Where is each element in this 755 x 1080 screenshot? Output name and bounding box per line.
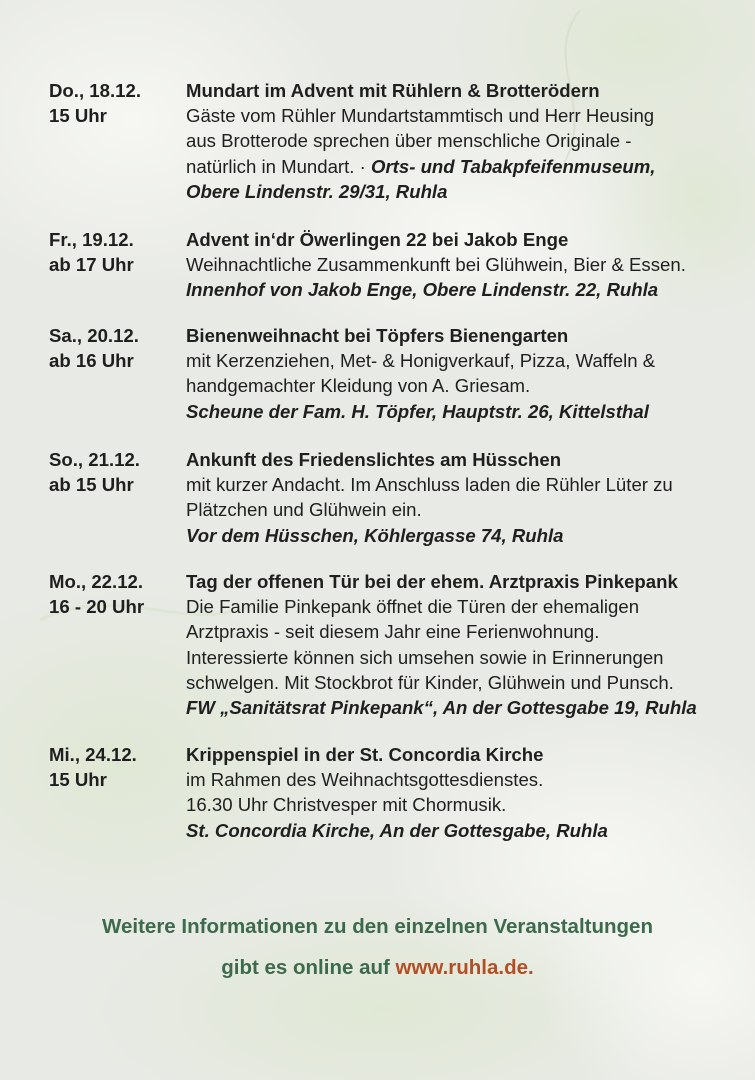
event-description-line: Weihnachtliche Zusammenkunft bei Glühwein, Bier & Essen.: [186, 254, 686, 276]
event-description-line: aus Brotterode sprechen über menschliche Originale -: [186, 130, 632, 152]
event-description-line: mit Kerzenziehen, Met- & Honigverkauf, Pizza, Waffeln &: [186, 350, 656, 372]
event-item: [49, 78, 741, 204]
event-location: Obere Lindenstr. 29/31, Ruhla: [186, 180, 448, 202]
event-text: [186, 742, 741, 843]
event-title: Advent in‘dr Öwerlingen 22 bei Jakob Enge: [186, 229, 569, 250]
event-date-col: [49, 78, 186, 204]
footer-text: gibt es online auf: [221, 956, 396, 979]
event-location: Vor dem Hüsschen, Köhlergasse 74, Ruhla: [186, 524, 564, 546]
event-time: 15 Uhr: [49, 105, 107, 127]
event-description-line: im Rahmen des Weihnachtsgottesdienstes.: [186, 769, 544, 791]
event-description-line: handgemachter Kleidung von A. Griesam.: [186, 375, 531, 397]
event-text: [186, 569, 741, 720]
event-date-col: [49, 227, 186, 303]
event-location: St. Concordia Kirche, An der Gottesgabe, Ruhla: [186, 819, 608, 841]
event-date: Mo., 22.12.: [49, 571, 144, 592]
event-text: [186, 78, 741, 204]
event-text: [186, 323, 741, 424]
website-link[interactable]: www.ruhla.de.: [395, 956, 534, 979]
event-date-col: [49, 569, 186, 720]
event-time: ab 17 Uhr: [49, 254, 134, 276]
event-date-col: [49, 742, 186, 843]
event-time: ab 16 Uhr: [49, 350, 134, 372]
event-date: Mi., 24.12.: [49, 744, 137, 765]
event-item: [49, 447, 741, 548]
event-time: 16 - 20 Uhr: [49, 596, 145, 618]
event-title: Krippenspiel in der St. Concordia Kirche: [186, 744, 544, 765]
event-item: [49, 227, 741, 303]
event-description-line: natürlich in Mundart. ·: [186, 155, 371, 177]
event-location: Orts- und Tabakpfeifenmuseum,: [370, 155, 656, 177]
event-time: ab 15 Uhr: [49, 474, 134, 496]
event-title: Bienenweihnacht bei Töpfers Bienengarten: [186, 325, 569, 346]
event-title: Ankunft des Friedenslichtes am Hüsschen: [186, 449, 562, 470]
event-text: [186, 227, 741, 303]
event-location: Scheune der Fam. H. Töpfer, Hauptstr. 26, Kittelsthal: [186, 400, 649, 422]
event-location: FW „Sanitätsrat Pinkepank“, An der Gottesgabe 19, Ruhla: [186, 697, 697, 719]
event-item: [49, 742, 741, 843]
event-description-line: Plätzchen und Glühwein ein.: [186, 499, 422, 521]
event-time: 15 Uhr: [49, 769, 107, 791]
event-location: Innenhof von Jakob Enge, Obere Lindenstr. 22, Ruhla: [186, 279, 659, 301]
event-date: Fr., 19.12.: [49, 229, 134, 250]
event-item: [49, 323, 741, 424]
event-text: [186, 447, 741, 548]
footer: [0, 906, 755, 988]
event-description-line: Interessierte können sich umsehen sowie in Erinnerungen: [186, 646, 664, 668]
event-date-col: [49, 323, 186, 424]
event-description-line: schwelgen. Mit Stockbrot für Kinder, Glühwein und Punsch.: [186, 671, 674, 693]
event-title: Tag der offenen Tür bei der ehem. Arztpraxis Pinkepank: [186, 571, 678, 592]
event-date: Do., 18.12.: [49, 80, 141, 101]
event-date: So., 21.12.: [49, 449, 140, 470]
event-date-col: [49, 447, 186, 548]
event-description-line: Gäste vom Rühler Mundartstammtisch und Herr Heusing: [186, 105, 655, 127]
event-date: Sa., 20.12.: [49, 325, 139, 346]
event-description-line: Arztpraxis - seit diesem Jahr eine Ferienwohnung.: [186, 621, 600, 643]
footer-line: [0, 947, 755, 988]
event-description-line: mit kurzer Andacht. Im Anschluss laden die Rühler Lüter zu: [186, 474, 673, 496]
event-description-line: 16.30 Uhr Christvesper mit Chormusik.: [186, 794, 507, 816]
event-item: [49, 569, 741, 720]
event-title: Mundart im Advent mit Rühlern & Brotterödern: [186, 80, 600, 101]
footer-line: Weitere Informationen zu den einzelnen Veranstaltungen: [102, 915, 653, 938]
event-description-line: Die Familie Pinkepank öffnet die Türen der ehemaligen: [186, 596, 640, 618]
